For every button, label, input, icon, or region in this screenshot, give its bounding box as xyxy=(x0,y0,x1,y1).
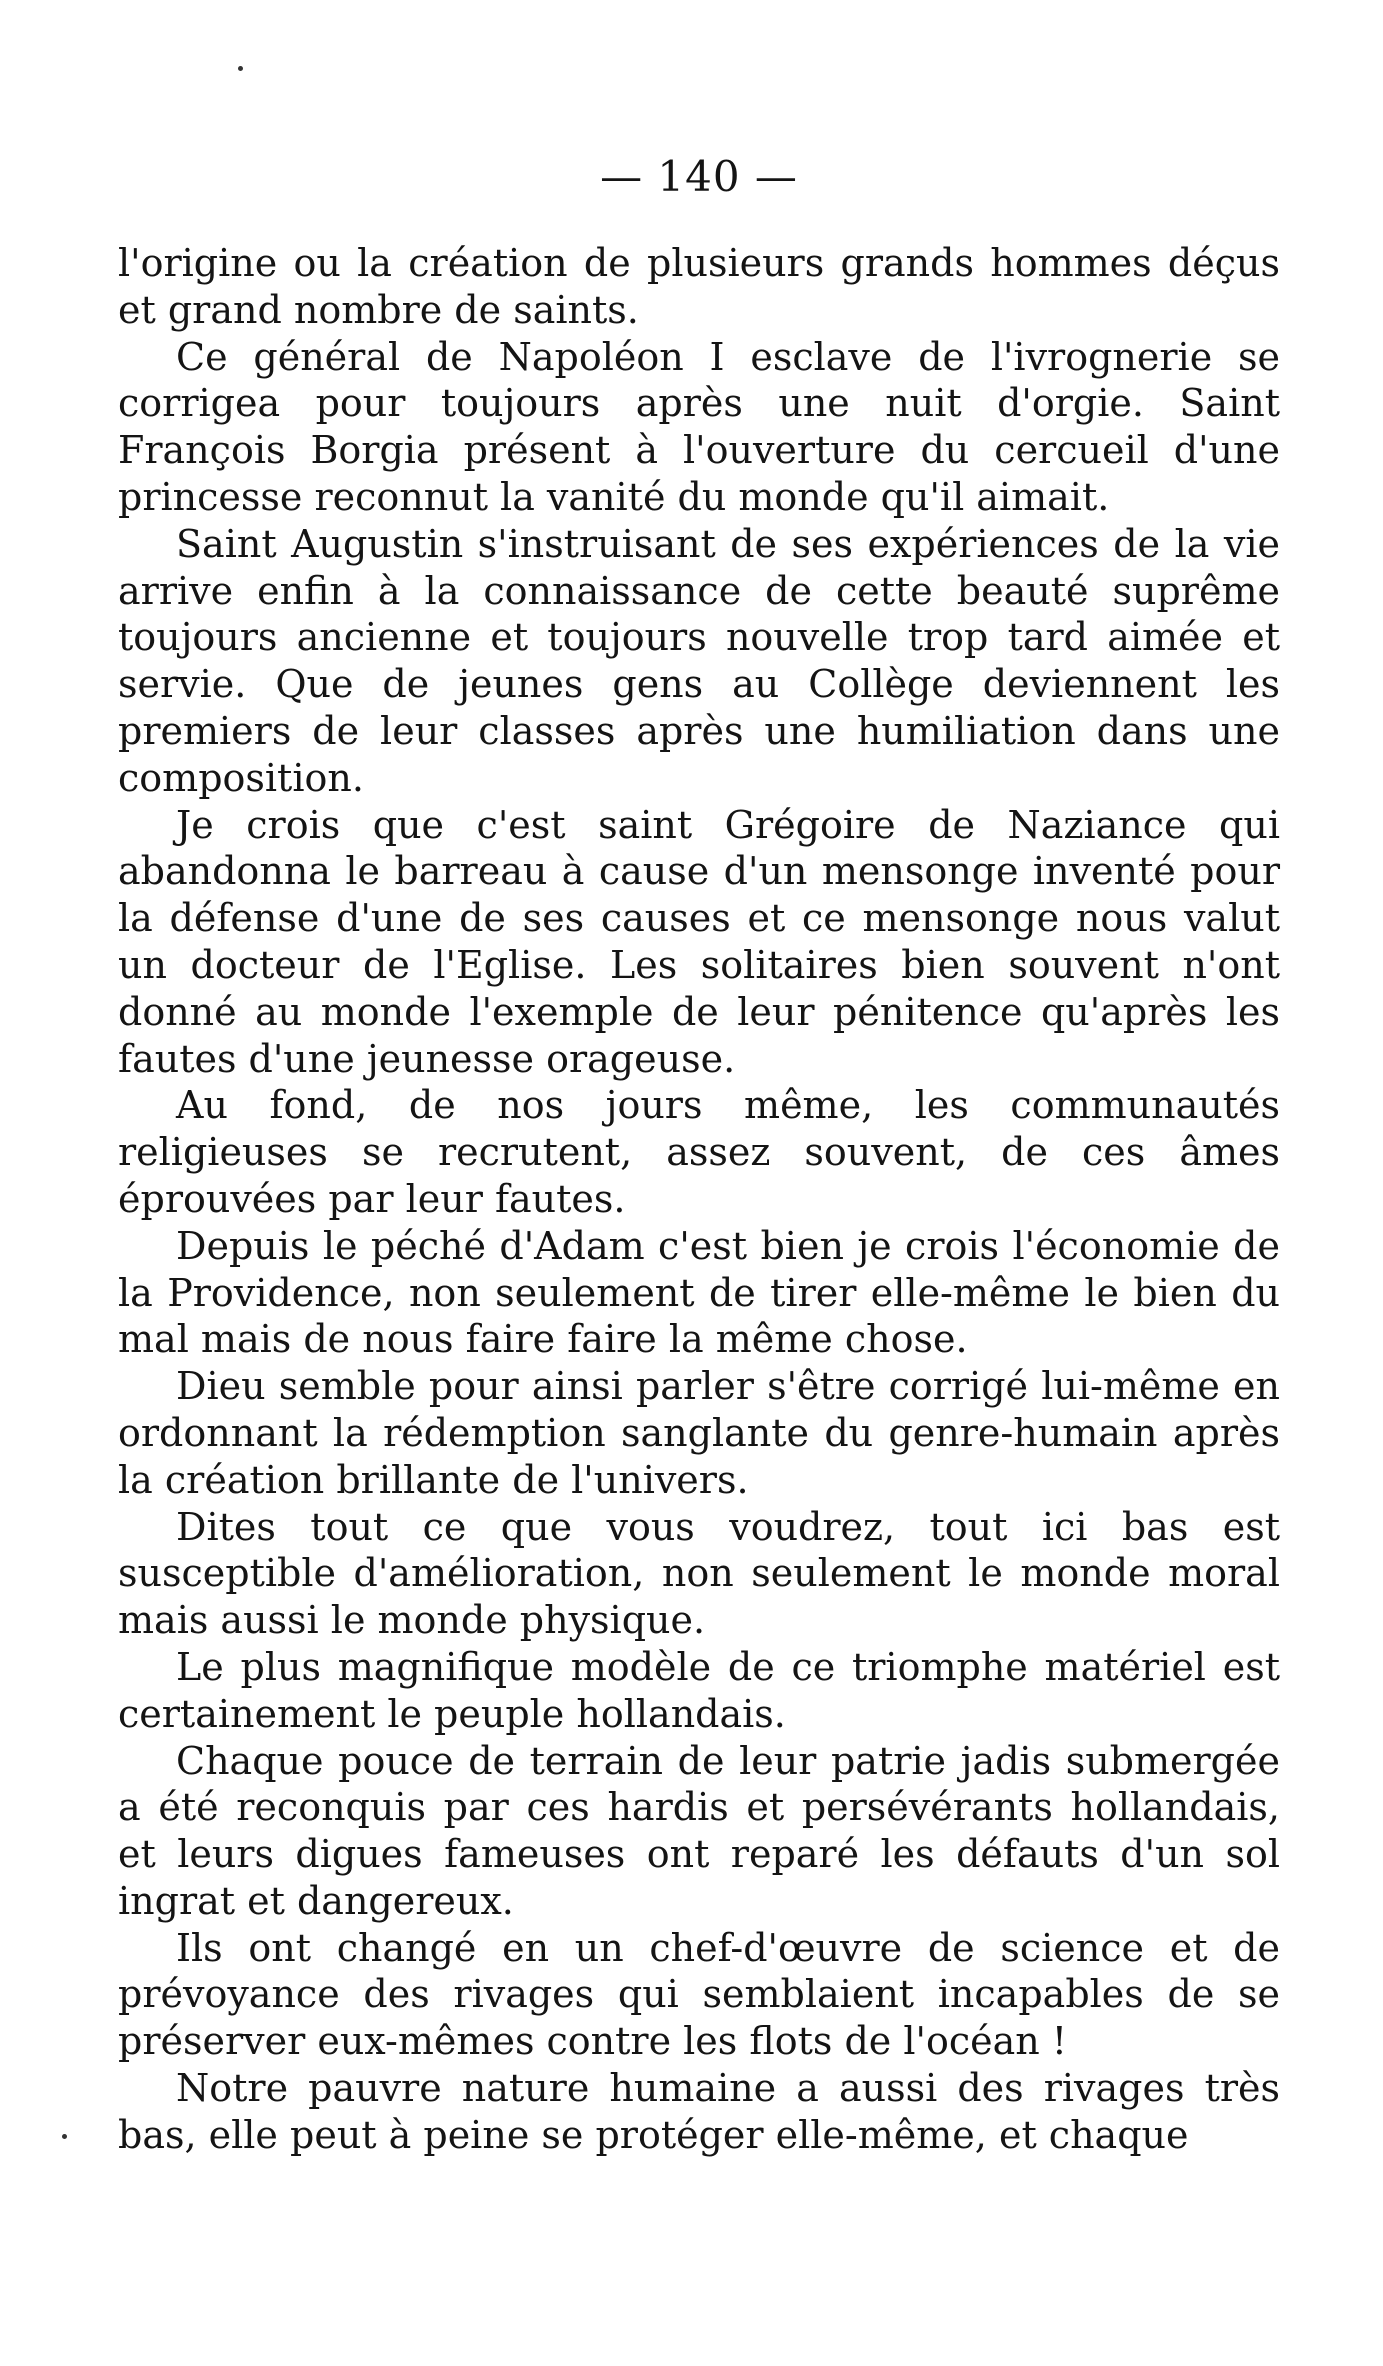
page-number: — 140 — xyxy=(600,152,798,201)
paragraph: Le plus magnifique modèle de ce triomphe matériel est certainement le peuple hollandais. xyxy=(118,1644,1280,1736)
paper-speck xyxy=(238,66,243,71)
paragraph: Au fond, de nos jours même, les communautés religieuses se recrutent, assez souvent, de ces âmes éprouvées par leur fautes. xyxy=(118,1083,1280,1221)
paragraph: Ils ont changé en un chef-d'œuvre de science et de prévoyance des rivages qui semblaient incapables de se préserver eux-mêmes contre les flots de l'océan ! xyxy=(118,1925,1280,2064)
paragraph: Ce général de Napoléon I esclave de l'ivrognerie se corrigea pour toujours après une nuit d'orgie. Saint François Borgia présent à l'ouverture du cercueil d'une princesse reconnut la vanité du monde qu'il aimait. xyxy=(118,334,1280,519)
paragraph: Je crois que c'est saint Grégoire de Naziance qui abandonna le barreau à cause d'un mensonge inventé pour la défense d'une de ses causes et ce mensonge nous valut un docteur de l'Eglise. Les solitaires bien souvent n'ont donné au monde l'exemple de leur pénitence qu'après les fautes d'une jeunesse orageuse. xyxy=(118,802,1280,1081)
paper-speck xyxy=(62,2134,67,2139)
paragraph: Saint Augustin s'instruisant de ses expériences de la vie arrive enfin à la connaissance de cette beauté suprême toujours ancienne et toujours nouvelle trop tard aimée et servie. Que de jeunes gens au Collège deviennent les premiers de leur classes après une humiliation dans une composition. xyxy=(118,521,1280,800)
paragraph: Depuis le péché d'Adam c'est bien je crois l'économie de la Providence, non seulement de tirer elle-même le bien du mal mais de nous faire faire la même chose. xyxy=(118,1223,1280,1362)
paragraph: Chaque pouce de terrain de leur patrie jadis submergée a été reconquis par ces hardis et persévérants hollandais, et leurs digues fameuses ont reparé les défauts d'un sol ingrat et dangereux. xyxy=(118,1738,1280,1923)
paragraph: Dieu semble pour ainsi parler s'être corrigé lui-même en ordonnant la rédemption sanglante du genre-humain après la création brillante de l'univers. xyxy=(118,1364,1280,1502)
paragraph: l'origine ou la création de plusieurs grands hommes déçus et grand nombre de saints. xyxy=(118,241,1280,332)
paragraph: Notre pauvre nature humaine a aussi des rivages très bas, elle peut à peine se protéger elle-même, et chaque xyxy=(118,2066,1280,2157)
book-page xyxy=(118,150,1280,2159)
paragraph: Dites tout ce que vous voudrez, tout ici bas est susceptible d'amélioration, non seulement le monde moral mais aussi le monde physique. xyxy=(118,1504,1280,1643)
